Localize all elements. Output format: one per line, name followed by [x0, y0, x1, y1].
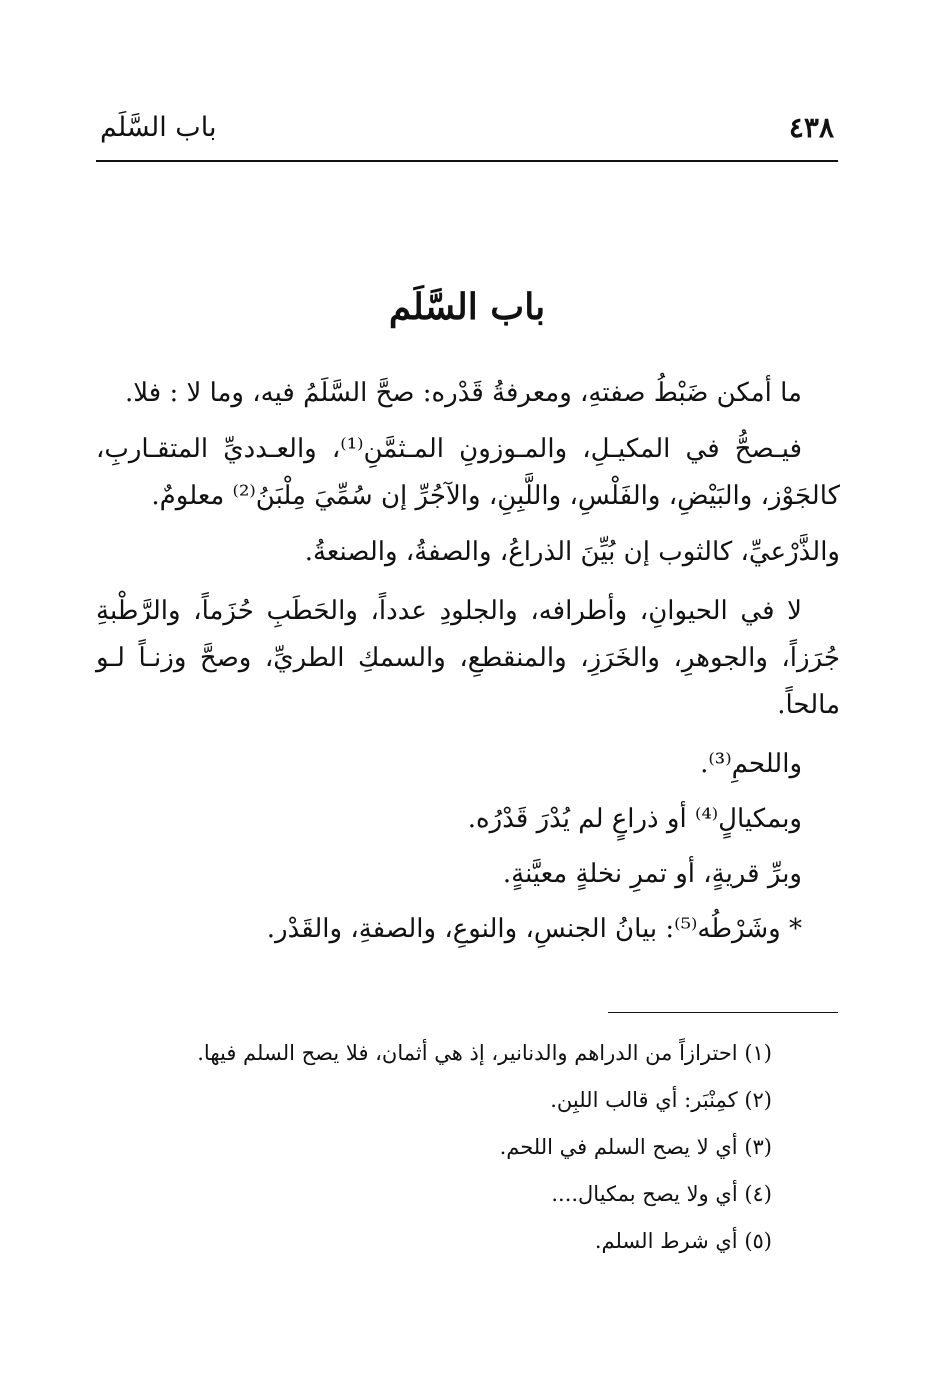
page-number: ٤٣٨	[788, 111, 834, 144]
footnote-divider	[608, 1012, 838, 1013]
paragraph-invalid-items: لا في الحيوانِ، وأطرافه، والجلودِ عدداً، والحَطَبِ حُزَماً، والرَّطْبةِ جُرَزاً، والجوهرِ، والخَرَزِ، والمنقطعِ، والسمكِ الطريِّ، وصحَّ وزنـاً لـو مالحاً.	[96, 596, 840, 720]
footnote-2: (٢) كمِنْبَر: أي قالب اللبِن.	[550, 1088, 772, 1112]
running-title: باب السَّلَم	[100, 112, 217, 143]
paragraph-measure: وبمكيالٍ⁽⁴⁾ أو ذراعٍ لم يُدْرَ قَدْرُه.	[467, 804, 802, 834]
paragraph-condition: * وشَرْطُه⁽⁵⁾: بيانُ الجنسِ، والنوعِ، والصفةِ، والقَدْر.	[266, 914, 802, 944]
running-header	[96, 108, 838, 162]
paragraph-village-wheat: وبرِّ قريةٍ، أو تمرِ نخلةٍ معيَّنةٍ.	[502, 859, 802, 889]
footnote-4: (٤) أي ولا يصح بمكيال....	[551, 1182, 772, 1206]
paragraph-measured-items: والذَّرْعيِّ، كالثوب إن بُيِّنَ الذراعُ، والصفةُ، والصنعةُ.	[304, 537, 840, 567]
body-text	[96, 370, 840, 961]
footnote-1: (١) احترازاً من الدراهم والدنانير، إذ هي أثمان، فلا يصح السلم فيها.	[197, 1041, 772, 1065]
paragraph-meat: واللحمِ⁽³⁾.	[700, 749, 802, 779]
chapter-title: باب السَّلَم	[388, 286, 546, 328]
footnote-3: (٣) أي لا يصح السلم في اللحم.	[499, 1135, 772, 1159]
paragraph-definition: ما أمكن ضَبْطُ صفتهِ، ومعرفةُ قَدْره: صحَّ السَّلَمُ فيه، وما لا : فلا.	[124, 378, 802, 408]
paragraph-valid-items: فيـصحُّ في المكيـلِ، والمـوزونِ المـثمَّنِ⁽¹⁾، والعـدديِّ المتقـاربِ، كالجَوْز، والبَيْضِ، والفَلْسِ، واللَّبِنِ، والآجُرِّ إن سُمِّيَ مِلْبَنُ⁽²⁾ معلومٌ.	[96, 434, 840, 511]
footnote-5: (٥) أي شرط السلم.	[594, 1229, 772, 1253]
footnotes	[96, 1030, 772, 1265]
